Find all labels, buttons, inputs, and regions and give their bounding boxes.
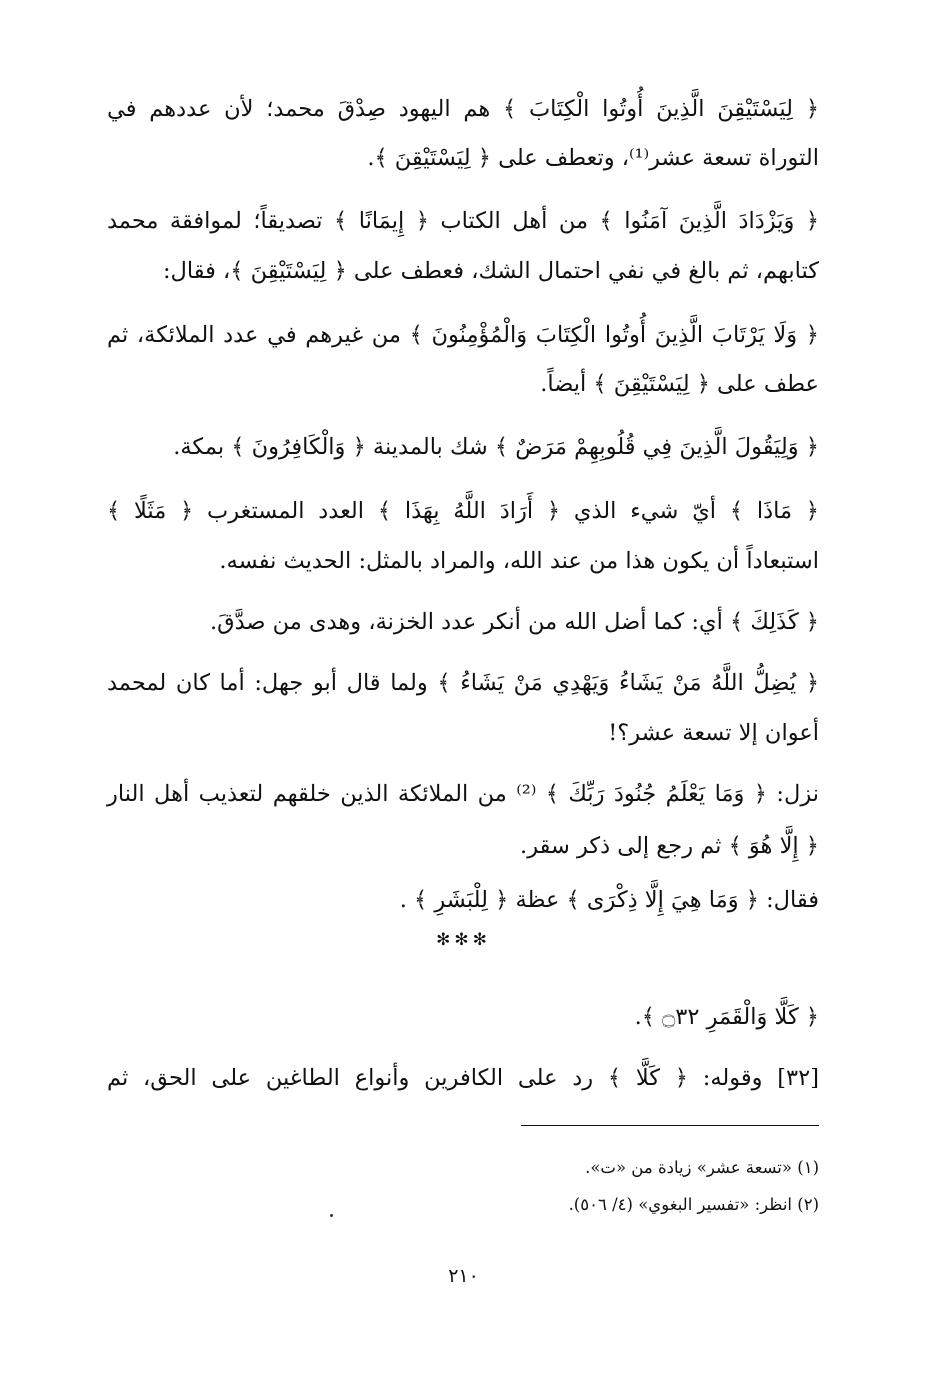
text-line: ﴿ مَاذَا ﴾ أيّ شيء الذي ﴿ أَرَادَ اللَّهُ بِهَذَا ﴾ العدد المستغرب ﴿ مَثَلًا ﴾ — [107, 498, 819, 524]
text-line: فقال: ﴿ وَمَا هِيَ إِلَّا ذِكْرَى ﴾ عظة ﴿ لِلْبَشَرِ ﴾ . — [399, 887, 819, 913]
text-line: التوراة تسعة عشر⁽¹⁾، وتعطف على ﴿ لِيَسْتَيْقِنَ ﴾. — [367, 145, 819, 171]
footnote: (٢) انظر: «تفسير البغوي» (٤/ ٥٠٦). — [568, 1195, 819, 1214]
section-separator-stars: ✻✻✻ — [436, 930, 491, 950]
text-line: ﴿ كَذَلِكَ ﴾ أي: كما أضل الله من أنكر عدد الخزنة، وهدى من صدَّقَ. — [210, 609, 819, 635]
footnote: (١) «تسعة عشر» زيادة من «ت». — [585, 1158, 819, 1177]
verse-heading: ﴿ كَلَّا وَالْقَمَرِ ۝٣٢ ﴾. — [634, 1004, 819, 1030]
text-line: ﴿ وَلِيَقُولَ الَّذِينَ فِي قُلُوبِهِمْ مَرَضٌ ﴾ شك بالمدينة ﴿ وَالْكَافِرُونَ ﴾ بمكة. — [173, 434, 819, 460]
text-line: ﴿ يُضِلُّ اللَّهُ مَنْ يَشَاءُ وَيَهْدِي مَنْ يَشَاءُ ﴾ ولما قال أبو جهل: أما كان لمحمد — [107, 670, 819, 696]
text-line: استبعاداً أن يكون هذا من عند الله، والمراد بالمثل: الحديث نفسه. — [219, 548, 819, 574]
footnote-separator — [521, 1125, 819, 1126]
text-line: أعوان إلا تسعة عشر؟! — [608, 720, 819, 746]
text-line: كتابهم، ثم بالغ في نفي احتمال الشك، فعطف على ﴿ لِيَسْتَيْقِنَ ﴾، فقال: — [162, 258, 819, 284]
text-line: ﴿ لِيَسْتَيْقِنَ الَّذِينَ أُوتُوا الْكِتَابَ ﴾ هم اليهود صِدْقَ محمد؛ لأن عددهم في — [107, 96, 819, 122]
text-line: ﴿ وَلَا يَرْتَابَ الَّذِينَ أُوتُوا الْكِتَابَ وَالْمُؤْمِنُونَ ﴾ من غيرهم في عدد الملائكة، ثم — [107, 322, 819, 348]
stray-mark — [330, 1214, 333, 1217]
text-line: عطف على ﴿ لِيَسْتَيْقِنَ ﴾ أيضاً. — [540, 371, 819, 397]
page-number: ٢١٠ — [448, 1265, 479, 1287]
text-line: ﴿ وَيَزْدَادَ الَّذِينَ آمَنُوا ﴾ من أهل الكتاب ﴿ إِيمَانًا ﴾ تصديقاً؛ لموافقة محمد — [107, 208, 819, 234]
text-line: نزل: ﴿ وَمَا يَعْلَمُ جُنُودَ رَبِّكَ ﴾ ⁽²⁾ من الملائكة الذين خلقهم لتعذيب أهل النار — [107, 781, 819, 807]
text-line: ﴿ إِلَّا هُوَ ﴾ ثم رجع إلى ذكر سقر. — [520, 833, 819, 859]
text-line: [٣٢] وقوله: ﴿ كَلَّا ﴾ رد على الكافرين وأنواع الطاغين على الحق، ثم — [107, 1065, 819, 1091]
